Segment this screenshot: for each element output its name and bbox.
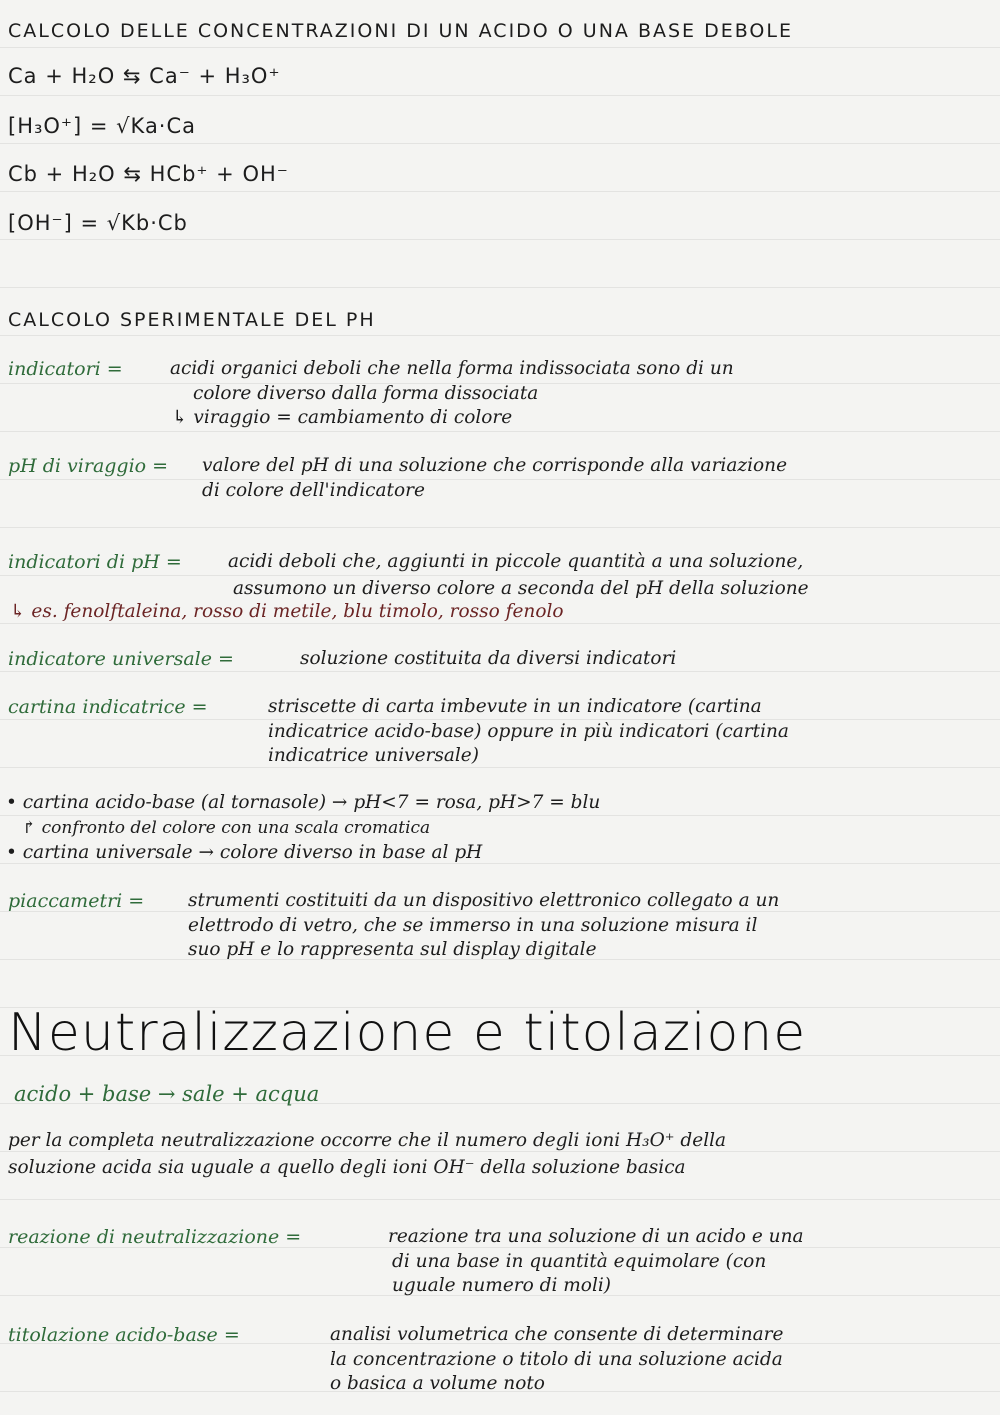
neutralization-para-2: soluzione acida sia uguale a quello degli ioni OH⁻ della soluzione basica <box>8 1157 686 1178</box>
term-ph-viraggio: pH di viraggio = <box>8 455 169 477</box>
term-piaccametri: piaccametri = <box>8 890 145 912</box>
bullet-cartina-acido-base: • cartina acido-base (al tornasole) → pH<7 = rosa, pH>7 = blu <box>6 792 601 813</box>
neutralization-para-1: per la completa neutralizzazione occorre che il numero degli ioni H₃O⁺ della <box>8 1130 727 1151</box>
neutralization-equation: acido + base → sale + acqua <box>14 1082 320 1106</box>
section3-title: Neutralizzazione e titolazione <box>8 1003 807 1063</box>
def-reazione-1: reazione tra una soluzione di un acido e una <box>388 1226 804 1247</box>
def-viraggio-2: di colore dell'indicatore <box>202 480 425 501</box>
section2-title: CALCOLO SPERIMENTALE DEL PH <box>8 309 376 331</box>
def-indicatori-ph-examples: ↳ es. fenolftaleina, rosso di metile, blu timolo, rosso fenolo <box>10 601 564 622</box>
def-reazione-3: uguale numero di moli) <box>392 1275 612 1296</box>
def-titolazione-2: la concentrazione o titolo di una soluzione acida <box>330 1349 783 1370</box>
def-viraggio-1: valore del pH di una soluzione che corrisponde alla variazione <box>202 455 788 476</box>
section1-title: CALCOLO DELLE CONCENTRAZIONI DI UN ACIDO O UNA BASE DEBOLE <box>8 20 793 42</box>
def-indicatori-ph-2: assumono un diverso colore a seconda del pH della soluzione <box>233 578 809 599</box>
bullet-cartina-universale: • cartina universale → colore diverso in base al pH <box>6 842 483 863</box>
def-cartina-3: indicatrice universale) <box>268 745 479 766</box>
def-cartina-2: indicatrice acido-base) oppure in più indicatori (cartina <box>268 721 789 742</box>
term-indicatori-ph: indicatori di pH = <box>8 551 182 573</box>
term-indicatore-universale: indicatore universale = <box>8 648 234 670</box>
bullet-cartina-acido-base-sub: ↱ confronto del colore con una scala cromatica <box>22 818 431 838</box>
def-indicatori-3: ↳ viraggio = cambiamento di colore <box>172 407 513 428</box>
term-indicatori: indicatori = <box>8 358 123 380</box>
term-reazione-neutralizzazione: reazione di neutralizzazione = <box>8 1226 302 1248</box>
def-titolazione-1: analisi volumetrica che consente di determinare <box>330 1324 784 1345</box>
def-indicatori-ph-1: acidi deboli che, aggiunti in piccole quantità a una soluzione, <box>228 551 804 572</box>
def-piaccametri-2: elettrodo di vetro, che se immerso in una soluzione misura il <box>188 915 758 936</box>
def-piaccametri-1: strumenti costituiti da un dispositivo elettronico collegato a un <box>188 890 780 911</box>
def-indicatori-1: acidi organici deboli che nella forma indissociata sono di un <box>170 358 734 379</box>
formula-oh-concentration: [OH⁻] = √Kb·Cb <box>8 211 188 235</box>
def-piaccametri-3: suo pH e lo rappresenta sul display digitale <box>188 939 597 960</box>
formula-acid-equilibrium: Ca + H₂O ⇆ Ca⁻ + H₃O⁺ <box>8 64 281 88</box>
formula-h3o-concentration: [H₃O⁺] = √Ka·Ca <box>8 114 197 138</box>
term-cartina-indicatrice: cartina indicatrice = <box>8 696 208 718</box>
def-titolazione-3: o basica a volume noto <box>330 1373 545 1394</box>
formula-base-equilibrium: Cb + H₂O ⇆ HCb⁺ + OH⁻ <box>8 162 289 186</box>
def-universale-1: soluzione costituita da diversi indicatori <box>300 648 677 669</box>
def-reazione-2: di una base in quantità equimolare (con <box>392 1251 767 1272</box>
def-indicatori-2: colore diverso dalla forma dissociata <box>193 383 539 404</box>
def-cartina-1: striscette di carta imbevute in un indicatore (cartina <box>268 696 762 717</box>
term-titolazione: titolazione acido-base = <box>8 1324 240 1346</box>
